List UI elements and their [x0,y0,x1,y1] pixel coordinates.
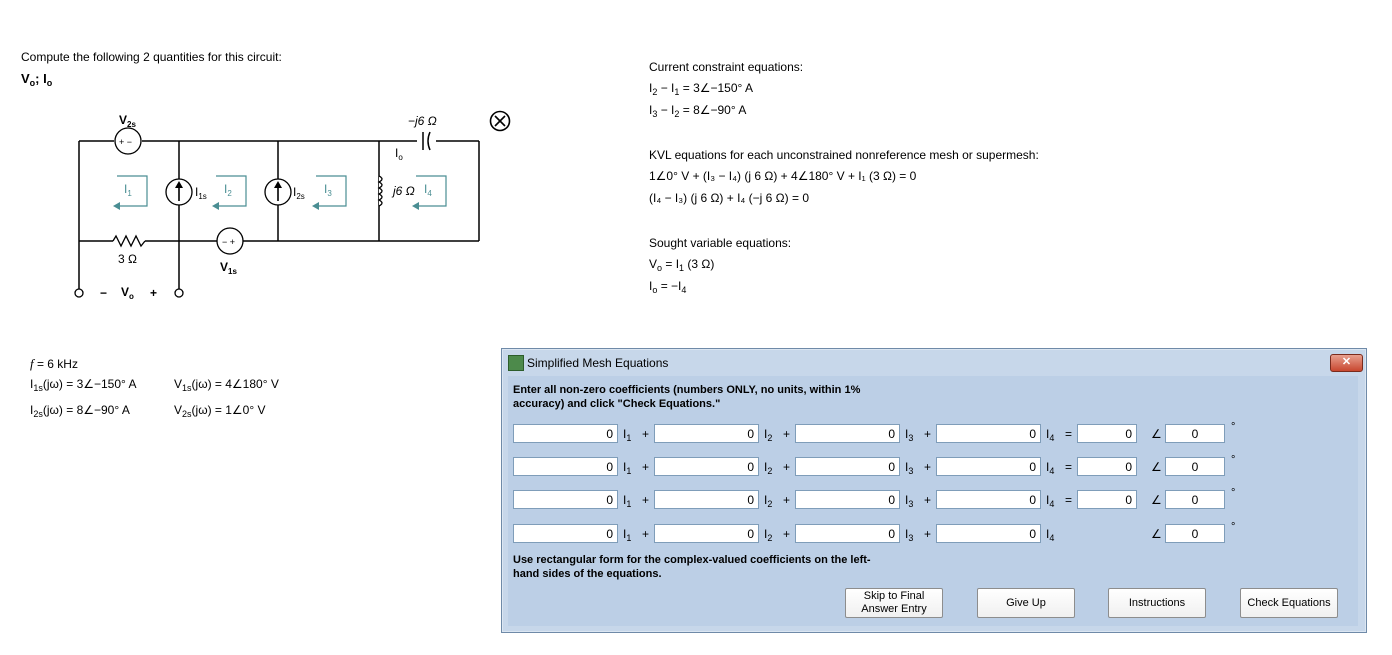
instructions-button[interactable]: Instructions [1108,588,1206,618]
var-label-i4: $I_4$ [1046,427,1055,443]
v2s-polarity: + − [119,137,133,147]
vo-minus: − [100,286,108,300]
rhs-angle-row4-input[interactable] [1165,524,1225,543]
plus-sign: + [783,427,791,441]
angle-symbol: ∠ [1151,527,1162,541]
close-circle-icon[interactable] [489,110,511,132]
plus-sign: + [642,427,650,441]
io-label: $I_o$ [395,146,403,162]
degree-symbol: ° [1231,521,1236,533]
degree-symbol: ° [1231,454,1236,466]
rhs-angle-row2-input[interactable] [1165,457,1225,476]
mesh-i4-label: $I_4$ [424,182,432,198]
sought-equation-2: $I_o = -I_4$ [649,279,687,295]
rhs-magnitude-row2-input[interactable] [1077,457,1137,476]
var-label-i4: $I_4$ [1046,460,1055,476]
circuit-diagram [60,100,490,310]
dialog-titlebar[interactable] [502,349,1366,375]
resistor-label: 3 Ω [118,252,137,266]
equals-sign: = [1065,427,1073,441]
dialog-footer: Use rectangular form for the complex-valued coefficients on the left-hand sides of the equations. [513,554,871,580]
mesh-equations-dialog [501,348,1367,633]
inductor [379,176,382,206]
kvl-header: KVL equations for each unconstrained nonreference mesh or supermesh: [649,148,1039,162]
given-i2s: $I_{2s}(j\omega)$ = 8∠−90° A [30,403,130,419]
var-label-i4: $I_4$ [1046,493,1055,509]
degree-symbol: ° [1231,487,1236,499]
i1s-label: $I_{1s}$ [195,185,207,201]
sought-equation-1: $V_o = I_1$ (3 Ω) [649,257,715,273]
rhs-angle-row3-input[interactable] [1165,490,1225,509]
coef-row1-i3-input[interactable] [795,424,900,443]
current-constraint-1: $I_2 - I_1$ = 3∠−150° A [649,81,754,97]
degree-symbol: ° [1231,421,1236,433]
v1s-polarity: − + [222,237,236,247]
vo-label: $V_o$ [121,285,134,301]
check-equations-button[interactable]: Check Equations [1240,588,1338,618]
var-label-i1: $I_1$ [623,427,632,443]
angle-symbol: ∠ [1151,460,1162,474]
coef-row1-i2-input[interactable] [654,424,759,443]
var-label-i3: $I_3$ [905,527,914,543]
rhs-magnitude-row1-input[interactable] [1077,424,1137,443]
var-label-i2: $I_2$ [764,427,773,443]
coef-row1-i1-input[interactable] [513,424,618,443]
mesh-i1-label: $I_1$ [124,182,132,198]
var-label-i4: $I_4$ [1046,527,1055,543]
var-label-i1: $I_1$ [623,527,632,543]
app-icon [508,355,524,371]
give-up-button[interactable]: Give Up [977,588,1075,618]
var-label-i2: $I_2$ [764,460,773,476]
plus-sign: + [924,427,932,441]
coef-row2-i1-input[interactable] [513,457,618,476]
coef-row1-i4-input[interactable] [936,424,1041,443]
rhs-angle-row1-input[interactable] [1165,424,1225,443]
var-label-i1: $I_1$ [623,493,632,509]
mesh-i3-label: $I_3$ [324,182,332,198]
coef-row4-i4-input[interactable] [936,524,1041,543]
problem-prompt: Compute the following 2 quantities for this circuit: [21,50,282,64]
inductor-label: j6 Ω [393,184,415,198]
quantities-list: $V_o$; $I_o$ [21,71,53,88]
current-constraint-header: Current constraint equations: [649,60,804,74]
rhs-magnitude-row3-input[interactable] [1077,490,1137,509]
coef-row2-i3-input[interactable] [795,457,900,476]
plus-sign: + [924,493,932,507]
capacitor-label: −j6 Ω [408,114,437,128]
plus-sign: + [642,460,650,474]
coef-row3-i1-input[interactable] [513,490,618,509]
frequency: f = 6 kHz [30,356,78,371]
coef-row4-i1-input[interactable] [513,524,618,543]
plus-sign: + [924,527,932,541]
kvl-equation-1: 1∠0° V + (I₃ − I₄) (j 6 Ω) + 4∠180° V + I₁ (3 Ω) = 0 [649,169,917,183]
equals-sign: = [1065,493,1073,507]
vo-plus: + [150,286,158,300]
given-v1s: $V_{1s}(j\omega)$ = 4∠180° V [174,377,279,393]
plus-sign: + [642,493,650,507]
coef-row3-i4-input[interactable] [936,490,1041,509]
var-label-i3: $I_3$ [905,427,914,443]
skip-button[interactable]: Skip to Final Answer Entry [845,588,943,618]
v2s-label: $V_{2s}$ [119,113,136,129]
var-label-i3: $I_3$ [905,460,914,476]
angle-symbol: ∠ [1151,493,1162,507]
coef-row4-i2-input[interactable] [654,524,759,543]
plus-sign: + [783,460,791,474]
i2s-label: $I_{2s}$ [293,185,305,201]
coef-row4-i3-input[interactable] [795,524,900,543]
sought-header: Sought variable equations: [649,236,792,250]
kvl-equation-2: (I₄ − I₃) (j 6 Ω) + I₄ (−j 6 Ω) = 0 [649,191,809,205]
v1s-label: $V_{1s}$ [220,260,237,276]
resistor-3ohm [113,236,145,246]
terminal-right [175,289,183,297]
dialog-close-button[interactable]: ✕ [1330,354,1363,372]
var-label-i2: $I_2$ [764,493,773,509]
plus-sign: + [783,493,791,507]
coef-row3-i2-input[interactable] [654,490,759,509]
mesh-i2-label: $I_2$ [224,182,232,198]
dialog-title: Simplified Mesh Equations [527,356,669,370]
dialog-body [508,376,1358,626]
plus-sign: + [642,527,650,541]
coef-row3-i3-input[interactable] [795,490,900,509]
given-i1s: $I_{1s}(j\omega)$ = 3∠−150° A [30,377,137,393]
terminal-left [75,289,83,297]
equals-sign: = [1065,460,1073,474]
coef-row2-i4-input[interactable] [936,457,1041,476]
given-v2s: $V_{2s}(j\omega)$ = 1∠0° V [174,403,266,419]
angle-symbol: ∠ [1151,427,1162,441]
var-label-i1: $I_1$ [623,460,632,476]
coef-row2-i2-input[interactable] [654,457,759,476]
current-constraint-2: $I_3 - I_2$ = 8∠−90° A [649,103,747,119]
plus-sign: + [783,527,791,541]
var-label-i3: $I_3$ [905,493,914,509]
dialog-instructions: Enter all non-zero coefficients (numbers ONLY, no units, within 1% accuracy) and click "Check Equations." [513,384,861,410]
var-label-i2: $I_2$ [764,527,773,543]
plus-sign: + [924,460,932,474]
